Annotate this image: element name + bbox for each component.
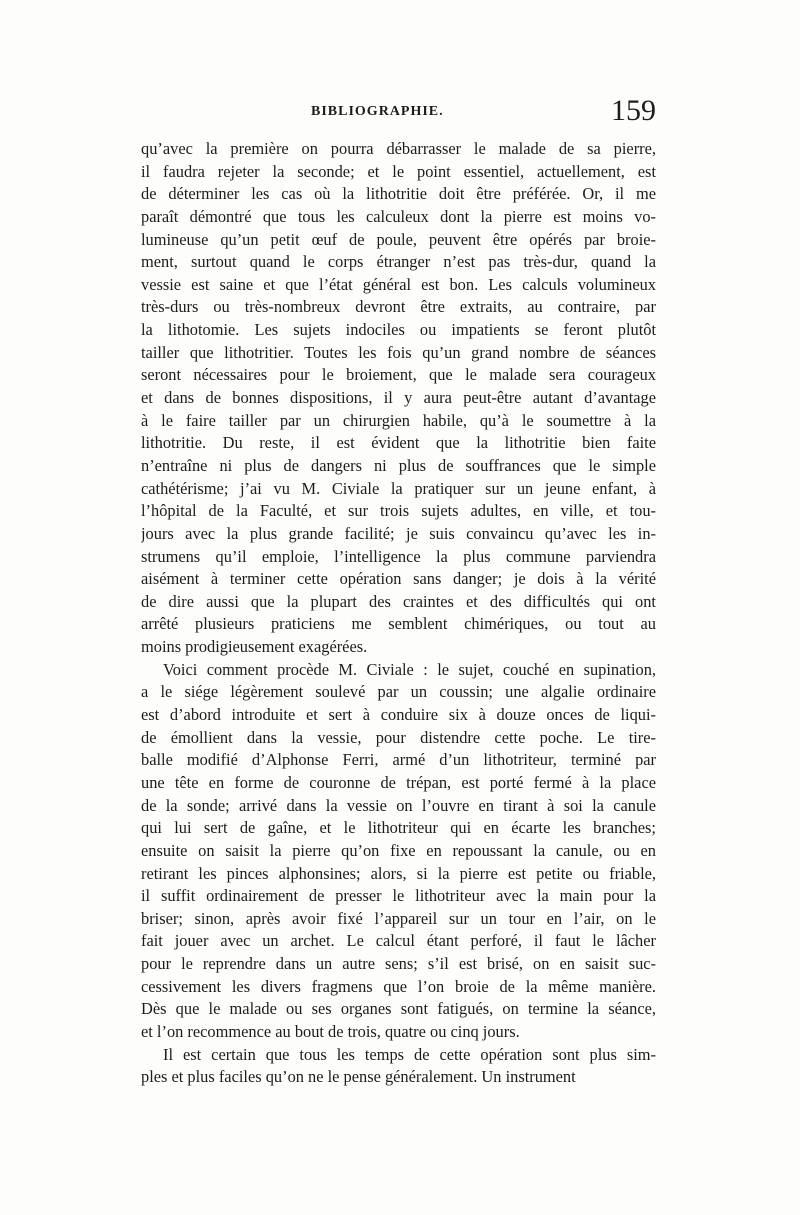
text-line: briser; sinon, après avoir fixé l’appareil sur un tour en l’air, on le — [141, 908, 656, 928]
text-line: paraît démontré que tous les calculeux dont la pierre est moins vo- — [141, 206, 656, 226]
text-line: Il est certain que tous les temps de cette opération sont plus sim- — [163, 1044, 656, 1064]
text-line: balle modifié d’Alphonse Ferri, armé d’un lithotriteur, terminé par — [141, 750, 656, 770]
text-line: de émollient dans la vessie, pour distendre cette poche. Le tire- — [141, 727, 656, 747]
text-line: et l’on recommence au bout de trois, quatre ou cinq jours. — [141, 1021, 520, 1041]
text-line: aisément à terminer cette opération sans danger; je dois à la vérité — [141, 569, 656, 589]
text-line: seront nécessaires pour le broiement, que le malade sera courageux — [141, 365, 656, 385]
text-line: et dans de bonnes dispositions, il y aura peut-être autant d’avantage — [141, 388, 656, 408]
text-line: de la sonde; arrivé dans la vessie on l’ouvre en tirant à soi la canule — [141, 795, 656, 815]
page-header — [141, 96, 656, 136]
text-line: pour le reprendre dans un autre sens; s’il est brisé, on en saisit suc- — [141, 954, 656, 974]
text-line: strumens qu’il emploie, l’intelligence la plus commune parviendra — [141, 546, 656, 566]
text-line: fait jouer avec un archet. Le calcul étant perforé, il faut le lâcher — [141, 931, 656, 951]
text-line: lumineuse qu’un petit œuf de poule, peuvent être opérés par broie- — [141, 229, 656, 249]
text-line: jours avec la plus grande facilité; je suis convaincu qu’avec les in- — [141, 523, 656, 543]
text-line: ples et plus faciles qu’on ne le pense généralement. Un instrument — [141, 1067, 576, 1087]
text-line: ensuite on saisit la pierre qu’on fixe en repoussant la canule, ou en — [141, 840, 656, 860]
text-line: est d’abord introduite et sert à conduire six à douze onces de liqui- — [141, 705, 656, 725]
text-line: qui lui sert de gaîne, et le lithotriteur qui en écarte les branches; — [141, 818, 656, 838]
text-line: une tête en forme de couronne de trépan, est porté fermé à la place — [141, 772, 656, 792]
body-text — [141, 138, 656, 1089]
text-line: cathétérisme; j’ai vu M. Civiale la pratiquer sur un jeune enfant, à — [141, 478, 656, 498]
text-line: Voici comment procède M. Civiale : le sujet, couché en supination, — [163, 659, 656, 679]
paragraph — [141, 1044, 656, 1089]
text-line: moins prodigieusement exagérées. — [141, 637, 368, 657]
text-line: n’entraîne ni plus de dangers ni plus de souffrances que le simple — [141, 455, 656, 475]
text-line: ment, surtout quand le corps étranger n’est pas très-dur, quand la — [141, 252, 656, 272]
text-line: cessivement les divers fragmens que l’on broie de la même manière. — [141, 976, 656, 996]
text-line: il faudra rejeter la seconde; et le point essentiel, actuellement, est — [141, 161, 656, 181]
text-line: de déterminer les cas où la lithotritie doit être préférée. Or, il me — [141, 184, 656, 204]
text-line: arrêté plusieurs praticiens me semblent chimériques, ou tout au — [141, 614, 656, 634]
text-line: qu’avec la première on pourra débarrasser le malade de sa pierre, — [141, 139, 656, 158]
running-title: BIBLIOGRAPHIE. — [311, 104, 444, 119]
text-line: retirant les pinces alphonsines; alors, si la pierre est petite ou friable, — [141, 863, 656, 883]
text-line: vessie est saine et que l’état général est bon. Les calculs volumineux — [141, 274, 656, 294]
text-line: l’hôpital de la Faculté, et sur trois sujets adultes, en ville, et tou- — [141, 501, 656, 521]
text-line: a le siége légèrement soulevé par un coussin; une algalie ordinaire — [141, 682, 656, 702]
text-line: lithotritie. Du reste, il est évident que la lithotritie bien faite — [141, 433, 656, 453]
text-line: de dire aussi que la plupart des craintes et des difficultés qui ont — [141, 591, 656, 611]
paragraph — [141, 138, 656, 659]
paragraph — [141, 659, 656, 1044]
text-line: il suffit ordinairement de presser le lithotriteur avec la main pour la — [141, 886, 656, 906]
text-line: très-durs ou très-nombreux devront être extraits, au contraire, par — [141, 297, 656, 317]
text-line: tailler que lithotritier. Toutes les fois qu’un grand nombre de séances — [141, 342, 656, 362]
text-line: à le faire tailler par un chirurgien habile, qu’à le soumettre à la — [141, 410, 656, 430]
text-line: la lithotomie. Les sujets indociles ou impatients se feront plutôt — [141, 320, 656, 340]
text-line: Dès que le malade ou ses organes sont fatigués, on termine la séance, — [141, 999, 656, 1019]
page-number: 159 — [611, 94, 656, 127]
